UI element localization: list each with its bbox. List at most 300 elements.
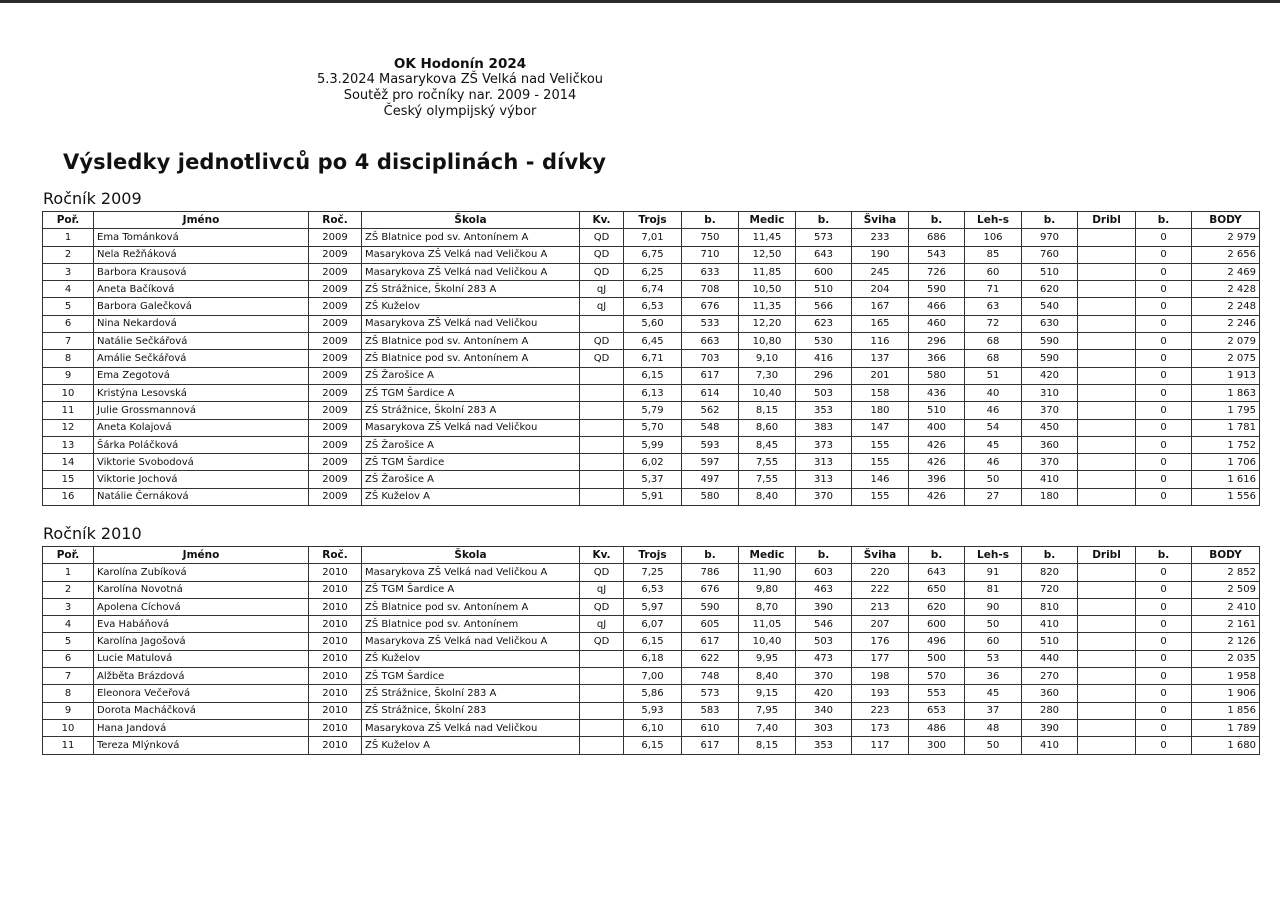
cell-triple-jump-points: 663	[682, 333, 739, 350]
cell-school: ZŠ Blatnice pod sv. Antonínem A	[362, 333, 580, 350]
cell-school: ZŠ TGM Šardice	[362, 668, 580, 685]
cell-school: Masarykova ZŠ Velká nad Veličkou A	[362, 246, 580, 263]
cell-total-points: 2 079	[1192, 333, 1260, 350]
cell-jump-rope-points: 570	[909, 668, 965, 685]
cell-sit-ups: 46	[965, 402, 1022, 419]
cell-jump-rope-points: 426	[909, 488, 965, 505]
cell-dribble	[1078, 581, 1136, 598]
cell-qualification	[580, 488, 624, 505]
cell-rank: 6	[43, 650, 94, 667]
cell-triple-jump-points: 573	[682, 685, 739, 702]
cell-jump-rope-points: 510	[909, 402, 965, 419]
cell-birth-year: 2010	[309, 616, 362, 633]
cell-triple-jump-points: 622	[682, 650, 739, 667]
cell-triple-jump-points: 710	[682, 246, 739, 263]
cell-jump-rope: 167	[852, 298, 909, 315]
column-header-sit-ups: Leh-s	[965, 547, 1022, 564]
cell-birth-year: 2009	[309, 263, 362, 280]
cell-medicine-ball: 7,55	[739, 471, 796, 488]
cell-dribble	[1078, 598, 1136, 615]
cell-jump-rope: 155	[852, 488, 909, 505]
cell-birth-year: 2009	[309, 246, 362, 263]
cell-dribble	[1078, 702, 1136, 719]
cell-medicine-ball-points: 546	[796, 616, 852, 633]
cell-dribble-points: 0	[1136, 436, 1192, 453]
cell-medicine-ball-points: 573	[796, 229, 852, 246]
cell-sit-ups-points: 720	[1022, 581, 1078, 598]
cell-jump-rope: 220	[852, 564, 909, 581]
column-header-triple-jump-points: b.	[682, 547, 739, 564]
cell-name: Amálie Sečkářová	[94, 350, 309, 367]
cell-dribble-points: 0	[1136, 246, 1192, 263]
cell-triple-jump: 6,53	[624, 298, 682, 315]
cell-triple-jump-points: 786	[682, 564, 739, 581]
column-header-triple-jump: Trojs	[624, 212, 682, 229]
cell-rank: 3	[43, 263, 94, 280]
cell-medicine-ball-points: 303	[796, 719, 852, 736]
cell-triple-jump-points: 617	[682, 367, 739, 384]
cell-school: ZŠ Žarošice A	[362, 367, 580, 384]
cell-medicine-ball-points: 416	[796, 350, 852, 367]
cell-total-points: 1 616	[1192, 471, 1260, 488]
cell-school: ZŠ Žarošice A	[362, 471, 580, 488]
cell-sit-ups: 71	[965, 281, 1022, 298]
cell-triple-jump: 7,01	[624, 229, 682, 246]
cell-medicine-ball: 12,50	[739, 246, 796, 263]
cell-school: ZŠ TGM Šardice A	[362, 581, 580, 598]
column-header-rank: Poř.	[43, 547, 94, 564]
cell-sit-ups: 50	[965, 737, 1022, 754]
cell-sit-ups: 46	[965, 454, 1022, 471]
cell-medicine-ball-points: 603	[796, 564, 852, 581]
cell-triple-jump: 6,13	[624, 384, 682, 401]
cell-birth-year: 2009	[309, 402, 362, 419]
cell-medicine-ball-points: 370	[796, 488, 852, 505]
cell-rank: 8	[43, 685, 94, 702]
cell-medicine-ball: 10,80	[739, 333, 796, 350]
cell-qualification: qJ	[580, 298, 624, 315]
cell-triple-jump: 5,60	[624, 315, 682, 332]
cell-name: Karolína Jagošová	[94, 633, 309, 650]
cell-dribble-points: 0	[1136, 402, 1192, 419]
cell-name: Ema Tománková	[94, 229, 309, 246]
cell-qualification: QD	[580, 564, 624, 581]
cell-rank: 1	[43, 229, 94, 246]
cell-name: Aneta Kolajová	[94, 419, 309, 436]
cell-rank: 8	[43, 350, 94, 367]
cell-birth-year: 2009	[309, 367, 362, 384]
cell-qualification	[580, 454, 624, 471]
cell-medicine-ball: 11,90	[739, 564, 796, 581]
cell-dribble	[1078, 737, 1136, 754]
cell-dribble-points: 0	[1136, 488, 1192, 505]
cell-triple-jump-points: 617	[682, 633, 739, 650]
cell-triple-jump-points: 583	[682, 702, 739, 719]
organizer: Český olympijský výbor	[383, 104, 537, 119]
cell-sit-ups: 90	[965, 598, 1022, 615]
cell-rank: 13	[43, 436, 94, 453]
cell-medicine-ball: 8,15	[739, 737, 796, 754]
cell-medicine-ball-points: 600	[796, 263, 852, 280]
cell-name: Apolena Cíchová	[94, 598, 309, 615]
cell-total-points: 2 428	[1192, 281, 1260, 298]
cell-triple-jump: 5,93	[624, 702, 682, 719]
cell-triple-jump-points: 533	[682, 315, 739, 332]
cell-jump-rope: 137	[852, 350, 909, 367]
cell-jump-rope: 158	[852, 384, 909, 401]
cell-jump-rope: 190	[852, 246, 909, 263]
cell-jump-rope: 117	[852, 737, 909, 754]
cell-name: Hana Jandová	[94, 719, 309, 736]
cell-total-points: 1 795	[1192, 402, 1260, 419]
cell-triple-jump: 5,91	[624, 488, 682, 505]
cell-dribble	[1078, 454, 1136, 471]
table-row	[43, 581, 1260, 598]
cell-dribble-points: 0	[1136, 650, 1192, 667]
cell-birth-year: 2010	[309, 702, 362, 719]
cell-qualification: QD	[580, 229, 624, 246]
cell-qualification: qJ	[580, 616, 624, 633]
cell-medicine-ball: 11,45	[739, 229, 796, 246]
table-row	[43, 564, 1260, 581]
cell-jump-rope-points: 553	[909, 685, 965, 702]
cell-triple-jump: 6,25	[624, 263, 682, 280]
table-row	[43, 616, 1260, 633]
cell-medicine-ball: 9,80	[739, 581, 796, 598]
cell-birth-year: 2009	[309, 333, 362, 350]
cell-medicine-ball-points: 566	[796, 298, 852, 315]
cell-total-points: 1 913	[1192, 367, 1260, 384]
cell-dribble	[1078, 685, 1136, 702]
cell-jump-rope: 213	[852, 598, 909, 615]
cell-medicine-ball: 8,15	[739, 402, 796, 419]
cell-jump-rope: 207	[852, 616, 909, 633]
cell-jump-rope-points: 396	[909, 471, 965, 488]
cell-name: Barbora Krausová	[94, 263, 309, 280]
table-row	[43, 246, 1260, 263]
column-header-medicine-ball: Medic	[739, 212, 796, 229]
cell-sit-ups-points: 280	[1022, 702, 1078, 719]
cell-jump-rope-points: 426	[909, 454, 965, 471]
cell-dribble-points: 0	[1136, 719, 1192, 736]
cell-dribble-points: 0	[1136, 598, 1192, 615]
cell-triple-jump: 5,70	[624, 419, 682, 436]
cell-jump-rope-points: 436	[909, 384, 965, 401]
section-label-2009: Ročník 2009	[43, 189, 142, 208]
column-header-jump-rope: Šviha	[852, 212, 909, 229]
cell-sit-ups: 45	[965, 685, 1022, 702]
column-header-name: Jméno	[94, 212, 309, 229]
column-header-birth-year: Roč.	[309, 212, 362, 229]
table-row	[43, 315, 1260, 332]
cell-sit-ups: 27	[965, 488, 1022, 505]
document-header	[300, 56, 620, 120]
cell-triple-jump: 5,37	[624, 471, 682, 488]
column-header-school: Škola	[362, 212, 580, 229]
page-title: Výsledky jednotlivců po 4 disciplinách - dívky	[63, 150, 607, 174]
cell-sit-ups: 54	[965, 419, 1022, 436]
cell-jump-rope-points: 726	[909, 263, 965, 280]
column-header-jump-rope: Šviha	[852, 547, 909, 564]
table-row	[43, 598, 1260, 615]
cell-rank: 2	[43, 581, 94, 598]
cell-qualification: QD	[580, 333, 624, 350]
cell-school: ZŠ Blatnice pod sv. Antonínem A	[362, 598, 580, 615]
cell-triple-jump: 5,97	[624, 598, 682, 615]
cell-dribble	[1078, 367, 1136, 384]
table-row	[43, 384, 1260, 401]
cell-medicine-ball: 8,40	[739, 668, 796, 685]
cell-dribble	[1078, 471, 1136, 488]
cell-qualification	[580, 650, 624, 667]
cell-total-points: 2 410	[1192, 598, 1260, 615]
cell-qualification: QD	[580, 263, 624, 280]
cell-rank: 10	[43, 384, 94, 401]
cell-sit-ups-points: 370	[1022, 402, 1078, 419]
cell-jump-rope: 245	[852, 263, 909, 280]
cell-qualification	[580, 685, 624, 702]
cell-medicine-ball-points: 390	[796, 598, 852, 615]
cell-birth-year: 2010	[309, 633, 362, 650]
cell-jump-rope: 155	[852, 454, 909, 471]
cell-birth-year: 2010	[309, 564, 362, 581]
cell-birth-year: 2009	[309, 281, 362, 298]
cell-sit-ups-points: 420	[1022, 367, 1078, 384]
table-row	[43, 685, 1260, 702]
cell-total-points: 2 979	[1192, 229, 1260, 246]
cell-sit-ups-points: 410	[1022, 737, 1078, 754]
cell-dribble-points: 0	[1136, 281, 1192, 298]
cell-name: Viktorie Svobodová	[94, 454, 309, 471]
table-row	[43, 419, 1260, 436]
cell-sit-ups: 68	[965, 333, 1022, 350]
cell-medicine-ball-points: 643	[796, 246, 852, 263]
cell-qualification	[580, 702, 624, 719]
cell-dribble-points: 0	[1136, 564, 1192, 581]
cell-triple-jump: 6,75	[624, 246, 682, 263]
cell-qualification	[580, 419, 624, 436]
cell-rank: 12	[43, 419, 94, 436]
cell-birth-year: 2010	[309, 581, 362, 598]
cell-school: Masarykova ZŠ Velká nad Veličkou A	[362, 564, 580, 581]
cell-triple-jump-points: 633	[682, 263, 739, 280]
cell-jump-rope: 222	[852, 581, 909, 598]
cell-birth-year: 2009	[309, 419, 362, 436]
cell-dribble-points: 0	[1136, 454, 1192, 471]
cell-sit-ups-points: 180	[1022, 488, 1078, 505]
cell-dribble-points: 0	[1136, 350, 1192, 367]
cell-sit-ups: 50	[965, 616, 1022, 633]
table-row	[43, 650, 1260, 667]
cell-medicine-ball-points: 463	[796, 581, 852, 598]
table-row	[43, 737, 1260, 754]
cell-sit-ups: 45	[965, 436, 1022, 453]
cell-triple-jump-points: 497	[682, 471, 739, 488]
cell-school: ZŠ Blatnice pod sv. Antonínem	[362, 616, 580, 633]
column-header-dribble-points: b.	[1136, 547, 1192, 564]
cell-sit-ups-points: 510	[1022, 263, 1078, 280]
event-date-venue: 5.3.2024 Masarykova ZŠ Velká nad Veličkou	[316, 72, 604, 87]
cell-dribble	[1078, 229, 1136, 246]
cell-medicine-ball: 8,40	[739, 488, 796, 505]
cell-triple-jump: 6,15	[624, 367, 682, 384]
cell-triple-jump-points: 750	[682, 229, 739, 246]
cell-school: ZŠ Kuželov A	[362, 488, 580, 505]
table-row	[43, 333, 1260, 350]
cell-triple-jump: 6,45	[624, 333, 682, 350]
column-header-school: Škola	[362, 547, 580, 564]
cell-school: ZŠ Strážnice, Školní 283 A	[362, 685, 580, 702]
cell-jump-rope-points: 620	[909, 598, 965, 615]
cell-name: Nela Režňáková	[94, 246, 309, 263]
column-header-rank: Poř.	[43, 212, 94, 229]
cell-total-points: 2 246	[1192, 315, 1260, 332]
cell-birth-year: 2009	[309, 350, 362, 367]
cell-medicine-ball-points: 370	[796, 668, 852, 685]
cell-sit-ups: 106	[965, 229, 1022, 246]
cell-rank: 7	[43, 668, 94, 685]
column-header-sit-ups-points: b.	[1022, 547, 1078, 564]
cell-dribble-points: 0	[1136, 263, 1192, 280]
cell-medicine-ball: 7,95	[739, 702, 796, 719]
cell-sit-ups: 60	[965, 263, 1022, 280]
cell-sit-ups-points: 590	[1022, 333, 1078, 350]
cell-total-points: 1 781	[1192, 419, 1260, 436]
cell-triple-jump-points: 562	[682, 402, 739, 419]
cell-triple-jump: 6,71	[624, 350, 682, 367]
table-row	[43, 719, 1260, 736]
column-header-triple-jump-points: b.	[682, 212, 739, 229]
cell-jump-rope: 165	[852, 315, 909, 332]
column-header-medicine-ball: Medic	[739, 547, 796, 564]
column-header-qualification: Kv.	[580, 212, 624, 229]
table-row	[43, 702, 1260, 719]
cell-dribble	[1078, 488, 1136, 505]
cell-triple-jump: 6,15	[624, 737, 682, 754]
cell-sit-ups-points: 410	[1022, 471, 1078, 488]
cell-triple-jump-points: 614	[682, 384, 739, 401]
table-row	[43, 367, 1260, 384]
cell-sit-ups-points: 630	[1022, 315, 1078, 332]
cell-triple-jump-points: 708	[682, 281, 739, 298]
cell-total-points: 2 509	[1192, 581, 1260, 598]
table-row	[43, 263, 1260, 280]
table-row	[43, 402, 1260, 419]
cell-dribble	[1078, 333, 1136, 350]
table-header-row	[43, 212, 1260, 229]
section-label-2010: Ročník 2010	[43, 524, 142, 543]
cell-total-points: 2 075	[1192, 350, 1260, 367]
cell-sit-ups: 68	[965, 350, 1022, 367]
cell-sit-ups-points: 390	[1022, 719, 1078, 736]
cell-medicine-ball: 9,10	[739, 350, 796, 367]
cell-rank: 16	[43, 488, 94, 505]
cell-total-points: 2 035	[1192, 650, 1260, 667]
cell-triple-jump: 6,10	[624, 719, 682, 736]
cell-medicine-ball: 11,85	[739, 263, 796, 280]
cell-qualification	[580, 315, 624, 332]
cell-sit-ups: 53	[965, 650, 1022, 667]
cell-jump-rope-points: 686	[909, 229, 965, 246]
cell-rank: 10	[43, 719, 94, 736]
table-row	[43, 298, 1260, 315]
cell-dribble	[1078, 384, 1136, 401]
cell-dribble	[1078, 564, 1136, 581]
cell-sit-ups-points: 620	[1022, 281, 1078, 298]
cell-name: Dorota Macháčková	[94, 702, 309, 719]
cell-jump-rope-points: 466	[909, 298, 965, 315]
cell-medicine-ball: 8,45	[739, 436, 796, 453]
cell-jump-rope: 204	[852, 281, 909, 298]
cell-triple-jump: 6,18	[624, 650, 682, 667]
cell-sit-ups-points: 270	[1022, 668, 1078, 685]
cell-name: Eva Habáňová	[94, 616, 309, 633]
cell-jump-rope: 193	[852, 685, 909, 702]
cell-rank: 14	[43, 454, 94, 471]
cell-medicine-ball: 11,35	[739, 298, 796, 315]
cell-sit-ups: 36	[965, 668, 1022, 685]
cell-birth-year: 2009	[309, 454, 362, 471]
cell-birth-year: 2010	[309, 685, 362, 702]
cell-name: Karolína Novotná	[94, 581, 309, 598]
cell-birth-year: 2010	[309, 737, 362, 754]
results-table-2009	[42, 211, 1260, 506]
table-row	[43, 350, 1260, 367]
cell-sit-ups: 85	[965, 246, 1022, 263]
cell-dribble	[1078, 402, 1136, 419]
cell-school: Masarykova ZŠ Velká nad Veličkou	[362, 315, 580, 332]
cell-triple-jump-points: 593	[682, 436, 739, 453]
cell-school: ZŠ TGM Šardice	[362, 454, 580, 471]
cell-name: Nina Nekardová	[94, 315, 309, 332]
cell-sit-ups-points: 760	[1022, 246, 1078, 263]
cell-jump-rope-points: 400	[909, 419, 965, 436]
cell-triple-jump-points: 703	[682, 350, 739, 367]
cell-qualification: qJ	[580, 281, 624, 298]
cell-dribble-points: 0	[1136, 471, 1192, 488]
cell-dribble	[1078, 633, 1136, 650]
cell-qualification	[580, 719, 624, 736]
cell-dribble-points: 0	[1136, 333, 1192, 350]
cell-birth-year: 2009	[309, 229, 362, 246]
cell-qualification: QD	[580, 350, 624, 367]
cell-dribble	[1078, 246, 1136, 263]
cell-school: ZŠ Strážnice, Školní 283 A	[362, 281, 580, 298]
cell-sit-ups: 72	[965, 315, 1022, 332]
cell-jump-rope: 173	[852, 719, 909, 736]
cell-birth-year: 2010	[309, 719, 362, 736]
cell-medicine-ball: 8,60	[739, 419, 796, 436]
cell-birth-year: 2009	[309, 384, 362, 401]
cell-jump-rope: 177	[852, 650, 909, 667]
cell-qualification: QD	[580, 246, 624, 263]
cell-name: Šárka Poláčková	[94, 436, 309, 453]
cell-rank: 11	[43, 737, 94, 754]
cell-rank: 15	[43, 471, 94, 488]
cell-sit-ups-points: 360	[1022, 685, 1078, 702]
cell-name: Aneta Bačíková	[94, 281, 309, 298]
cell-sit-ups-points: 510	[1022, 633, 1078, 650]
cell-jump-rope-points: 590	[909, 281, 965, 298]
cell-medicine-ball-points: 503	[796, 633, 852, 650]
cell-dribble	[1078, 419, 1136, 436]
cell-dribble-points: 0	[1136, 229, 1192, 246]
column-header-sit-ups-points: b.	[1022, 212, 1078, 229]
cell-rank: 11	[43, 402, 94, 419]
cell-dribble-points: 0	[1136, 737, 1192, 754]
cell-medicine-ball-points: 530	[796, 333, 852, 350]
cell-school: ZŠ Blatnice pod sv. Antonínem A	[362, 229, 580, 246]
